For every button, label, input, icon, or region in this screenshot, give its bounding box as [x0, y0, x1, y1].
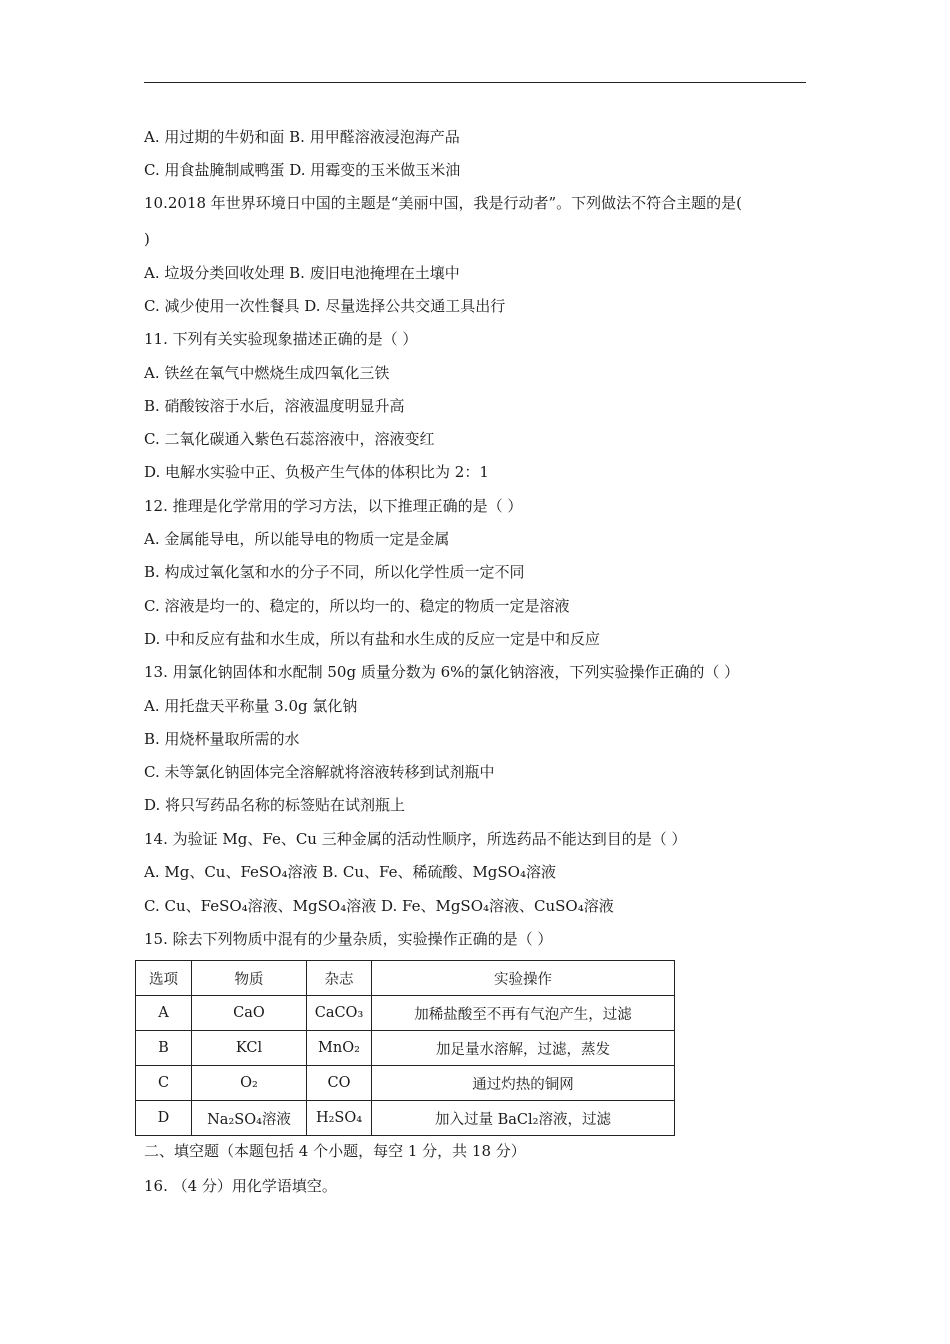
table-cell: KCl — [192, 1031, 307, 1066]
q9-option-ab: A. 用过期的牛奶和面 B. 用甲醛溶液浸泡海产品 — [144, 128, 460, 146]
table-header-row — [136, 961, 675, 996]
q11-option-a: A. 铁丝在氧气中燃烧生成四氧化三铁 — [144, 364, 390, 382]
q13-option-d: D. 将只写药品名称的标签贴在试剂瓶上 — [144, 796, 406, 814]
q10-stem: 10.2018 年世界环境日中国的主题是“美丽中国，我是行动者”。下列做法不符合主题的是( — [144, 194, 742, 212]
table-cell: H₂SO₄ — [307, 1101, 372, 1136]
q13-option-c: C. 未等氯化钠固体完全溶解就将溶液转移到试剂瓶中 — [144, 763, 495, 781]
table-cell: MnO₂ — [307, 1031, 372, 1066]
q11-option-d: D. 电解水实验中正、负极产生气体的体积比为 2：1 — [144, 463, 489, 481]
q15-stem: 15. 除去下列物质中混有的少量杂质，实验操作正确的是（ ） — [144, 930, 553, 948]
table-row — [136, 996, 675, 1031]
table-cell: 加稀盐酸至不再有气泡产生，过滤 — [372, 996, 675, 1031]
header-rule — [144, 82, 806, 83]
table-cell: C — [136, 1066, 192, 1101]
table-header-cell: 选项 — [136, 961, 192, 996]
q11-option-b: B. 硝酸铵溶于水后，溶液温度明显升高 — [144, 397, 405, 415]
section-title: 二、填空题（本题包括 4 个小题，每空 1 分，共 18 分） — [144, 1142, 526, 1160]
q15-table — [135, 960, 675, 1136]
q13-stem: 13. 用氯化钠固体和水配制 50g 质量分数为 6%的氯化钠溶液，下列实验操作正确的（ ） — [144, 663, 740, 681]
q11-stem: 11. 下列有关实验现象描述正确的是（ ） — [144, 330, 418, 348]
q16-stem: 16. （4 分）用化学语填空。 — [144, 1177, 337, 1195]
table-cell: O₂ — [192, 1066, 307, 1101]
table-row — [136, 1066, 675, 1101]
table-header-cell: 实验操作 — [372, 961, 675, 996]
table-row — [136, 1031, 675, 1066]
q14-stem: 14. 为验证 Mg、Fe、Cu 三种金属的活动性顺序，所选药品不能达到目的是（ ） — [144, 830, 687, 848]
table-header-cell: 杂志 — [307, 961, 372, 996]
table-cell: CaO — [192, 996, 307, 1031]
table-cell: Na₂SO₄溶液 — [192, 1101, 307, 1136]
q12-option-d: D. 中和反应有盐和水生成，所以有盐和水生成的反应一定是中和反应 — [144, 630, 601, 648]
table-cell: D — [136, 1101, 192, 1136]
q12-option-a: A. 金属能导电，所以能导电的物质一定是金属 — [144, 530, 450, 548]
q14-option-ab: A. Mg、Cu、FeSO₄溶液 B. Cu、Fe、稀硫酸、MgSO₄溶液 — [144, 863, 556, 881]
table-header-cell: 物质 — [192, 961, 307, 996]
q10-option-ab: A. 垃圾分类回收处理 B. 废旧电池掩埋在土壤中 — [144, 264, 460, 282]
q12-option-b: B. 构成过氧化氢和水的分子不同，所以化学性质一定不同 — [144, 563, 525, 581]
table-cell: CO — [307, 1066, 372, 1101]
q10-option-cd: C. 减少使用一次性餐具 D. 尽量选择公共交通工具出行 — [144, 297, 506, 315]
q14-option-cd: C. Cu、FeSO₄溶液、MgSO₄溶液 D. Fe、MgSO₄溶液、CuSO₄溶液 — [144, 897, 614, 915]
table-cell: 通过灼热的铜网 — [372, 1066, 675, 1101]
q13-option-a: A. 用托盘天平称量 3.0g 氯化钠 — [144, 697, 358, 715]
q12-option-c: C. 溶液是均一的、稳定的，所以均一的、稳定的物质一定是溶液 — [144, 597, 570, 615]
table-cell: CaCO₃ — [307, 996, 372, 1031]
table-cell: 加入过量 BaCl₂溶液，过滤 — [372, 1101, 675, 1136]
q10-stem-cont: ) — [144, 230, 150, 248]
table-cell: B — [136, 1031, 192, 1066]
table-cell: 加足量水溶解，过滤，蒸发 — [372, 1031, 675, 1066]
q11-option-c: C. 二氧化碳通入紫色石蕊溶液中，溶液变红 — [144, 430, 435, 448]
q13-option-b: B. 用烧杯量取所需的水 — [144, 730, 300, 748]
table-row — [136, 1101, 675, 1136]
q12-stem: 12. 推理是化学常用的学习方法，以下推理正确的是（ ） — [144, 497, 523, 515]
q9-option-cd: C. 用食盐腌制咸鸭蛋 D. 用霉变的玉米做玉米油 — [144, 161, 461, 179]
table-cell: A — [136, 996, 192, 1031]
